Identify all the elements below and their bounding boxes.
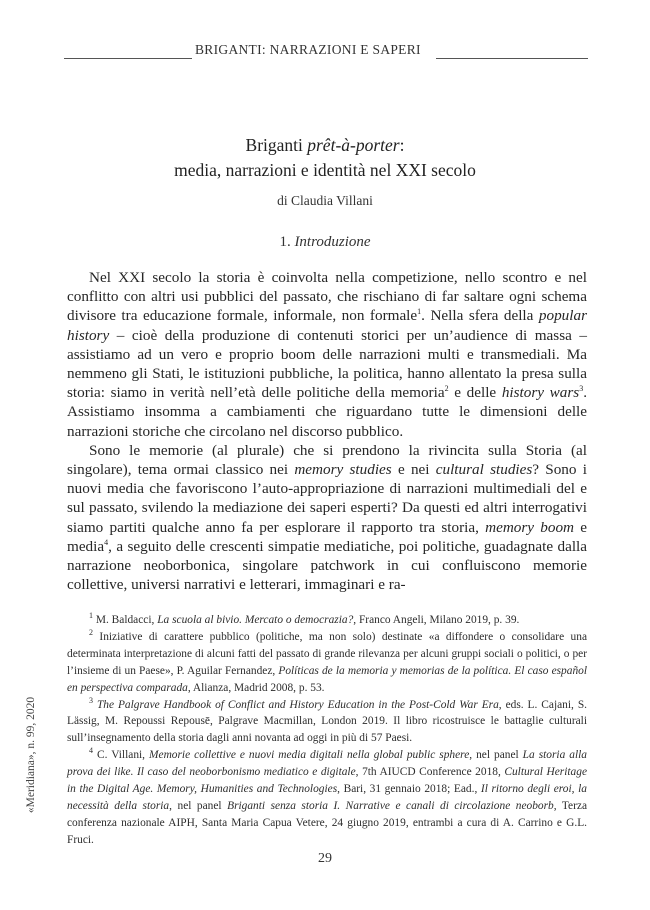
text-run: . Nella sfera della — [421, 307, 539, 325]
text-run: . Assistiamo insomma a cambiamenti che riguardano tutte le dimensioni delle narrazioni storiche che circolano nel discorso pubblico. — [67, 384, 587, 440]
text-run: M. Baldacci, — [93, 614, 158, 626]
italic-run: history wars — [501, 384, 580, 402]
italic-run: Memorie collettive e nuovi media digitali nella global public sphere — [149, 749, 470, 762]
body-text — [67, 268, 587, 594]
footnote-number: 2 — [89, 628, 93, 638]
text-run: , 7th AIUCD Conference 2018, — [355, 766, 505, 779]
header-rule-left — [64, 58, 192, 59]
title-prefix: Briganti — [245, 135, 308, 155]
section-number: 1. — [279, 234, 295, 250]
text-run: , a seguito delle crescenti simpatie mediatiche, poi politiche, guadagnate dalla narrazione neoborbonica, singolare patchwork in cui confluiscono memorie collettive, universi narrativi e letterari, immaginari e ra- — [67, 537, 587, 594]
italic-run: memory boom — [485, 518, 575, 536]
footnote-ref[interactable]: 3 — [579, 384, 584, 394]
italic-run: memory studies — [294, 461, 392, 479]
italic-run: Briganti senza storia I. Narrative e canali di circolazione neoborb — [227, 799, 554, 812]
journal-citation-sidebar — [24, 690, 38, 820]
page-number: 29 — [318, 851, 332, 866]
italic-run: Políticas de la memoria y memorias de la política. El caso español en perspectiva comparada — [67, 664, 588, 694]
footnote-4 — [67, 747, 587, 848]
article-title — [0, 133, 650, 183]
running-header — [64, 42, 588, 62]
italic-run: La scuola al bivio. Mercato o democrazia? — [157, 614, 354, 626]
text-run: , nel panel — [469, 749, 523, 762]
italic-run: cultural studies — [435, 461, 533, 479]
italic-run: The Palgrave Handbook of Conflict and History Education in the Post-Cold War Era — [96, 698, 499, 711]
text-run: ? Sono i nuovi media che favoriscono l’auto-appropriazione di narrazioni multimediali del e sul passato, svilendo la mediazione dei saperi esperti? Da questi ed altri interrogativi siamo partiti qualche anno fa per esplorare il rapporto tra storia, — [67, 461, 587, 536]
footnote-2 — [67, 629, 587, 697]
text-run: , Franco Angeli, Milano 2019, p. 39. — [353, 614, 520, 626]
title-line-1 — [0, 133, 650, 158]
paragraph — [67, 441, 587, 595]
title-italic: prêt-à-porter — [307, 135, 400, 155]
text-run: e delle — [448, 384, 502, 402]
footnote-ref[interactable]: 4 — [104, 537, 109, 547]
header-rule-right — [436, 58, 588, 59]
text-run: , eds. L. Cajani, S. Lässig, M. Repoussi Repousē, Palgrave Macmillan, London 2019. Il libro ricostruisce le battaglie culturali sull’insegnamento della storia dagli anni novanta ad oggi in più di 57 Paesi. — [67, 698, 588, 745]
text-run: Iniziative di carattere pubblico (politiche, ma non solo) destinate «a diffondere o consolidare una determinata interpretazione di alcuni fatti del passato di grande rilevanza per alcuni gruppi sociali o politici, o per l’insieme di un Paese», P. Aguilar Fernandez, — [67, 630, 587, 677]
section-title: Introduzione — [294, 234, 371, 250]
footnotes — [67, 612, 587, 849]
title-suffix: : — [399, 135, 405, 155]
footnote-number: 4 — [89, 746, 93, 756]
text-run: , nel panel — [169, 799, 228, 812]
footnote-number: 1 — [89, 611, 93, 621]
footnote-number: 3 — [89, 695, 93, 705]
italic-run: Cultural Heritage in the Digital Age. Memory, Humanities and Technologies — [67, 766, 588, 796]
italic-run: Il ritorno degli eroi, la necessità della storia — [67, 783, 587, 812]
text-run: Nel XXI secolo la storia è coinvolta nella competizione, nello scontro e nel conflitto con altri usi pubblici del passato, che rischiano di far saltare ogni schema divisore tra educazione formale, informale, non formale — [67, 269, 587, 325]
paragraph — [67, 268, 587, 441]
title-line-2: media, narrazioni e identità nel XXI secolo — [174, 160, 476, 180]
text-run: , Alianza, Madrid 2008, p. 53. — [187, 681, 325, 694]
text-run: e media — [67, 518, 588, 555]
text-run: C. Villani, — [93, 749, 150, 762]
italic-run: La storia alla prova dei like. Il caso del neoborbonismo mediatico e digitale — [67, 749, 587, 779]
footnote-3 — [67, 697, 587, 748]
author-byline: di Claudia Villani — [277, 193, 373, 208]
text-run: – cioè della produzione di contenuti storici per un’audience di massa – assistiamo ad un vero e proprio boom delle narrazioni multi e transmediali. Ma nemmeno gli Stati, le istituzioni pubbliche, la politica, hanno allentato la presa sulla storia: siamo in verità nell’età delle politiche della memoria — [67, 326, 587, 402]
footnote-ref[interactable]: 1 — [417, 307, 422, 317]
footnote-1 — [67, 612, 587, 629]
footnote-ref[interactable]: 2 — [444, 384, 449, 394]
running-header-label: BRIGANTI: NARRAZIONI E SAPERI — [195, 42, 421, 57]
text-run: , Terza conferenza nazionale AIPH, Santa Maria Capua Vetere, 24 giugno 2019, entrambi a cura di A. Carrino e G.L. Fruci. — [67, 799, 588, 846]
text-run: Sono le memorie (al plurale) che si prendono la rivincita sulla Storia (al singolare), tema ormai classico nei — [67, 441, 587, 479]
text-run: e nei — [391, 461, 436, 479]
journal-citation: «Meridiana», n. 99, 2020 — [25, 696, 37, 814]
text-run: , Bari, 31 gennaio 2018; Ead., — [337, 783, 481, 796]
italic-run: popular history — [67, 307, 587, 344]
section-heading — [0, 234, 650, 251]
